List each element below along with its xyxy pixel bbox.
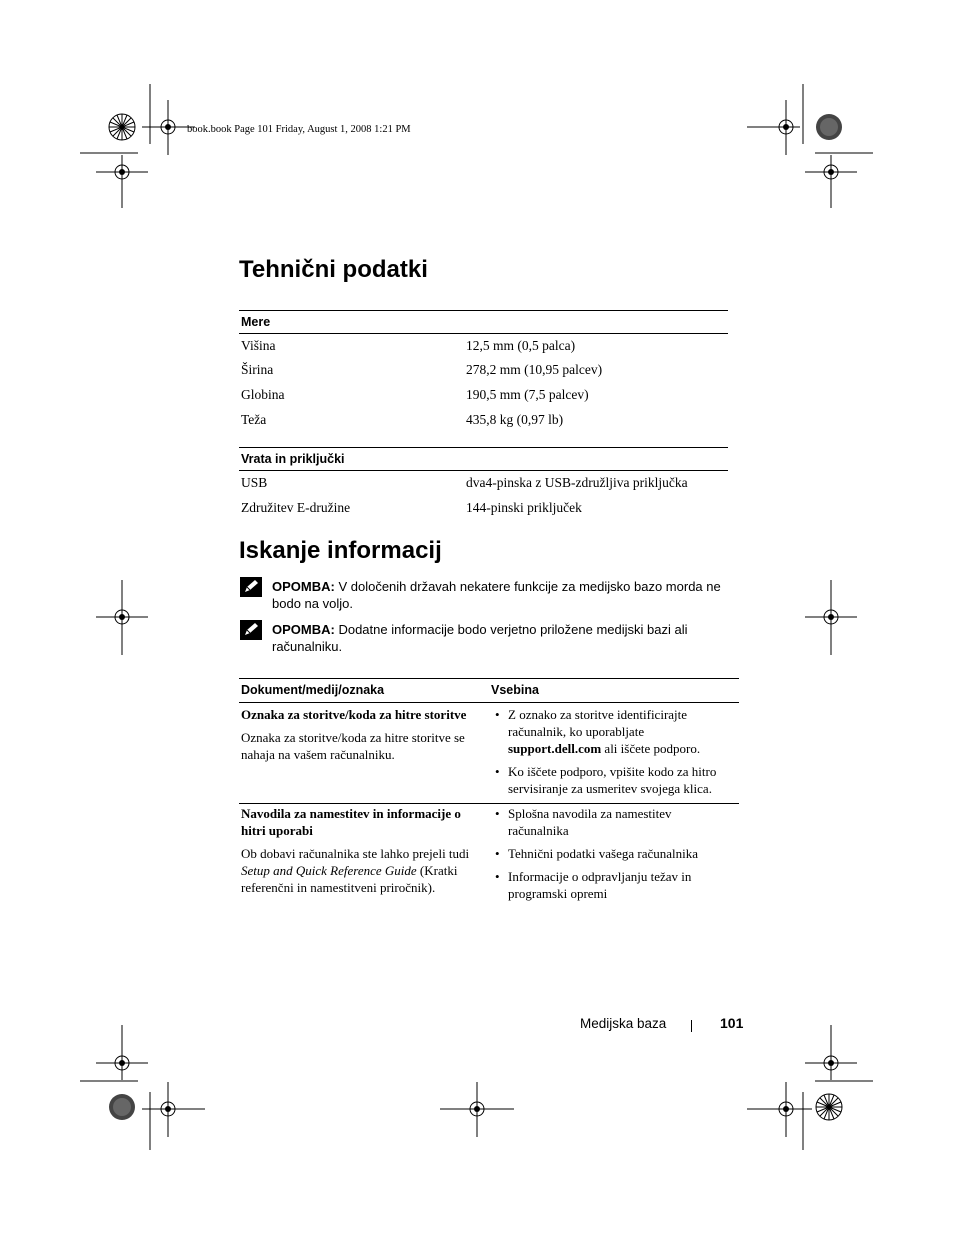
note-pencil-icon	[240, 577, 262, 597]
spec-label: Širina	[241, 362, 274, 377]
note-label: OPOMBA:	[272, 579, 335, 594]
info-table-header	[239, 678, 739, 703]
table-cell-content	[495, 805, 735, 908]
row-title: Oznaka za storitve/koda za hitre storitve	[241, 707, 467, 722]
list-item: • Z oznako za storitve identificirajte računalnik, ko uporabljate support.dell.com ali iščete podporo.	[495, 706, 735, 757]
row-divider	[239, 803, 739, 804]
footer-section-label: Medijska baza	[580, 1016, 667, 1031]
note	[272, 578, 732, 612]
spec-label: Teža	[241, 412, 267, 427]
spec-value: dva4-pinska z USB-združljiva priključka	[466, 475, 688, 490]
spec-value: 190,5 mm (7,5 palcev)	[466, 387, 589, 402]
spec-label: USB	[241, 475, 268, 490]
spec-value: 144-pinski priključek	[466, 500, 582, 515]
list-item: • Splošna navodila za namestitev računalnika	[495, 805, 735, 839]
spec-value: 278,2 mm (10,95 palcev)	[466, 362, 603, 377]
row-description: Oznaka za storitve/koda za hitre storitve se nahaja na vašem računalniku.	[241, 730, 465, 762]
print-header-stamp: book.book Page 101 Friday, August 1, 2008 1:21 PM	[187, 124, 411, 135]
table-cell-document	[241, 706, 486, 769]
note-label: OPOMBA:	[272, 622, 335, 637]
table-cell-content	[495, 706, 735, 803]
dimensions-heading: Mere	[239, 310, 728, 334]
spec-value: 12,5 mm (0,5 palca)	[466, 338, 576, 353]
note-text: V določenih državah nekatere funkcije za medijsko bazo morda ne bodo na voljo.	[272, 579, 721, 611]
list-item: • Ko iščete podporo, vpišite kodo za hitro servisiranje za usmeritev svojega klica.	[495, 763, 735, 797]
section-title-technical: Tehnični podatki	[239, 256, 428, 283]
spec-label: Višina	[241, 338, 276, 353]
row-title: Navodila za namestitev in informacije o hitri uporabi	[241, 806, 461, 838]
table-cell-document	[241, 805, 471, 902]
list-item: • Tehnični podatki vašega računalnika	[495, 845, 735, 862]
ports-heading: Vrata in priključki	[239, 447, 728, 471]
note-pencil-icon	[240, 620, 262, 640]
footer-divider	[691, 1020, 692, 1032]
spec-label: Globina	[241, 387, 285, 402]
note	[272, 621, 732, 655]
row-description: Ob dobavi računalnika ste lahko prejeli tudi Setup and Quick Reference Guide (Kratki referenčni in namestitveni priročnik).	[241, 846, 470, 895]
page-number: 101	[720, 1015, 744, 1031]
spec-value: 435,8 kg (0,97 lb)	[466, 412, 564, 427]
note-text: Dodatne informacije bodo verjetno priložene medijski bazi ali računalniku.	[272, 622, 688, 654]
spec-label: Združitev E-družine	[241, 500, 351, 515]
section-title-info: Iskanje informacij	[239, 537, 442, 564]
column-header-document: Dokument/medij/oznaka	[241, 683, 385, 697]
list-item: • Informacije o odpravljanju težav in programski opremi	[495, 868, 735, 902]
column-header-content: Vsebina	[491, 683, 539, 697]
